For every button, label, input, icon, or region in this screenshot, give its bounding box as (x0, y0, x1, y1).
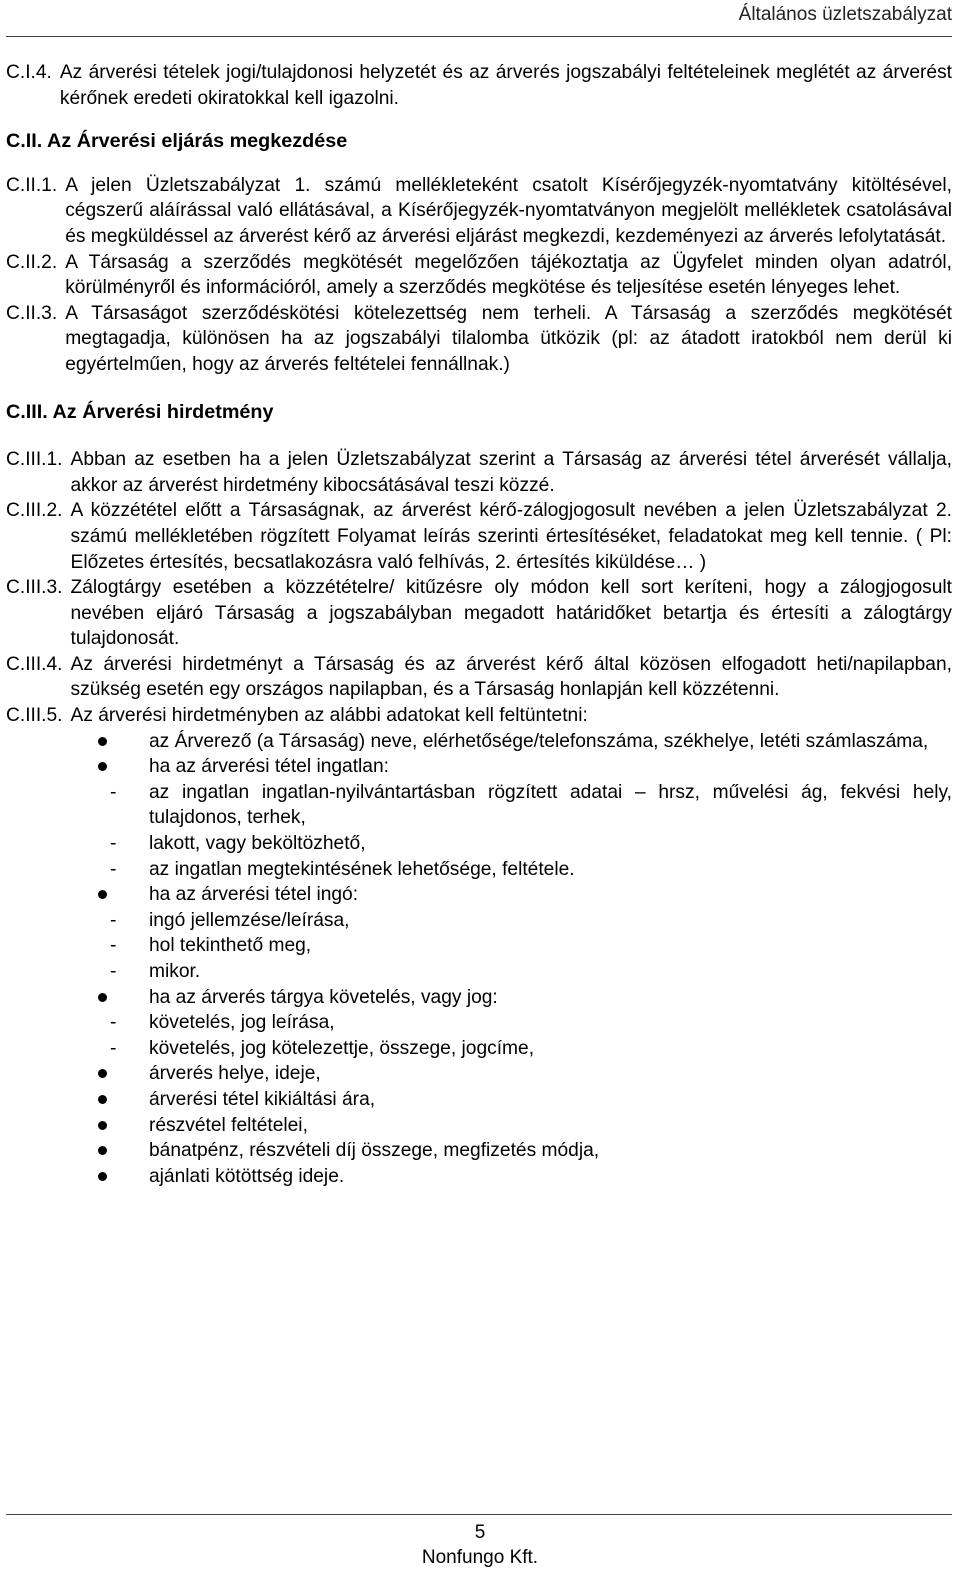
sub-list-item-text: követelés, jog kötelezettje, összege, jogcíme, (149, 1037, 535, 1059)
sub-list-item-text: az ingatlan ingatlan-nyilvántartásban rögzített adatai – hrsz, művelési ág, fekvési hely, tulajdonos, terhek, (149, 781, 952, 829)
list-item-text: ha az árverési tétel ingó: (149, 884, 359, 906)
header-divider (6, 36, 952, 37)
dash-icon: - (110, 858, 117, 880)
section-text: A Társaság a szerződés megkötését megelőzően tájékoztatja az Ügyfelet minden olyan adatról, körülményről és információról, amely a szerződés megkötése és teljesítése esetén lényeges lehet. (65, 251, 952, 299)
section-number: C.II.1. (6, 174, 58, 196)
sub-list-item-text: mikor. (149, 961, 201, 982)
section-c-iii-1 (6, 447, 952, 498)
section-number: C.II.2. (6, 251, 58, 273)
section-c-iii-4 (6, 652, 952, 703)
section-text: A közzététel előtt a Társaságnak, az árverést kérő-zálogjogosult nevében a jelen Üzletszabályzat 2. számú mellékletében rögzített Folyamat leírás szerinti értesítéséket, feladatokat meg kell tennie. ( Pl: Előzetes értesítés, becsatlakozásra való felhívás, 2. értesítés kiküldése… ) (70, 500, 952, 573)
section-text: Az árverési hirdetményt a Társaság és az árverést kérő által közösen elfogadott heti/napilapban, szükség esetén egy országos napilapban, és a Társaság honlapján kell közzétenni. (70, 653, 952, 701)
sub-list-item-text: az ingatlan megtekintésének lehetősége, feltétele. (149, 858, 575, 880)
list-item (6, 754, 952, 882)
section-number: C.I.4. (6, 62, 52, 83)
page-footer (0, 1520, 960, 1570)
section-heading-c-iii: C.III. Az Árverési hirdetmény (6, 400, 274, 423)
list-item-text: árverési tétel kikiáltási ára, (149, 1088, 376, 1110)
list-item (6, 1113, 952, 1139)
section-c-ii-3 (6, 301, 952, 378)
sub-list-item (110, 780, 952, 831)
section-number: C.III.2. (6, 500, 63, 522)
list-item (6, 1061, 952, 1087)
sub-list-item-text: követelés, jog leírása, (149, 1012, 335, 1034)
section-number: C.III.5. (6, 705, 63, 727)
sub-list-item (110, 959, 952, 985)
document-body (6, 60, 952, 1189)
bullet-icon (98, 1121, 107, 1130)
list-item (6, 985, 952, 1062)
section-number: C.III.4. (6, 653, 63, 675)
bullet-icon (98, 993, 107, 1002)
section-c-ii-2 (6, 250, 952, 301)
list-item-text: ha az árverési tétel ingatlan: (149, 756, 389, 778)
sub-list-item (110, 1036, 952, 1062)
section-c-iii-3 (6, 575, 952, 652)
list-item (6, 1138, 952, 1164)
list-item-text: részvétel feltételei, (149, 1114, 308, 1136)
sub-list-item-text: ingó jellemzése/leírása, (149, 909, 350, 931)
list-item (6, 729, 952, 755)
dash-icon: - (110, 935, 117, 957)
sub-list (110, 780, 952, 882)
section-heading-c-ii: C.II. Az Árverési eljárás megkezdése (6, 130, 348, 153)
dash-icon: - (110, 961, 117, 982)
section-c-ii-1 (6, 173, 952, 250)
page-number: 5 (474, 1522, 486, 1543)
dash-icon: - (110, 781, 117, 803)
footer-company: Nonfungo Kft. (421, 1547, 539, 1568)
sub-list-item-text: hol tekinthető meg, (149, 935, 312, 957)
sub-list-item (110, 908, 952, 934)
list-item (6, 1164, 952, 1190)
list-item (6, 1087, 952, 1113)
sub-list-item (110, 933, 952, 959)
dash-icon: - (110, 1012, 117, 1034)
section-text: A jelen Üzletszabályzat 1. számú mellékleteként csatolt Kísérőjegyzék-nyomtatvány kitöltésével, cégszerű aláírással való ellátásával, a Kísérőjegyzék-nyomtatványon megjelölt mellékletek csatolásával és megküldéssel az árverést kérő az árverési eljárást megkezdi, kezdeményezi az árverés lefolytatását. (65, 174, 952, 247)
sub-list-item (110, 831, 952, 857)
dash-icon: - (110, 909, 117, 931)
section-c-i-4 (6, 60, 952, 111)
page-header: Általános üzletszabályzat (738, 4, 952, 25)
bullet-icon (98, 1146, 107, 1155)
section-text: Az árverési hirdetményben az alábbi adatokat kell feltüntetni: (70, 705, 588, 727)
dash-icon: - (110, 1037, 117, 1059)
section-text: Abban az esetben ha a jelen Üzletszabályzat szerint a Társaság az árverési tétel árverését vállalja, akkor az árverést hirdetmény kibocsátásával teszi közzé. (70, 449, 952, 496)
announcement-requirements-list (6, 729, 952, 1190)
sub-list (110, 1010, 952, 1061)
sub-list-item-text: lakott, vagy beköltözhető, (149, 833, 366, 855)
section-c-iii-5 (6, 703, 952, 729)
list-item-text: bánatpénz, részvételi díj összege, megfizetés módja, (149, 1140, 600, 1162)
section-number: C.II.3. (6, 302, 58, 324)
bullet-icon (98, 1172, 107, 1181)
bullet-icon (98, 1095, 107, 1104)
bullet-icon (98, 762, 107, 771)
sub-list-item (110, 1010, 952, 1036)
footer-divider (6, 1514, 952, 1515)
bullet-icon (98, 737, 107, 746)
section-number: C.III.1. (6, 449, 63, 471)
list-item (6, 882, 952, 984)
bullet-icon (98, 1069, 107, 1078)
section-number: C.III.3. (6, 577, 63, 599)
section-text: A Társaságot szerződéskötési kötelezettség nem terheli. A Társaság a szerződés megkötését megtagadja, különösen ha az jogszabályi tilalomba ütközik (pl: az átadott iratokból nem derül ki egyértelműen, hogy az árverés feltételei fennállnak.) (65, 302, 952, 375)
bullet-icon (98, 890, 107, 899)
section-text: Zálogtárgy esetében a közzétételre/ kitűzésre oly módon kell sort keríteni, hogy a zálogjogosult nevében eljáró Társaság a jogszabályban megadott határidőket betartja és értesíti a zálogtárgy tulajdonosát. (70, 577, 952, 650)
dash-icon: - (110, 833, 117, 855)
sub-list (110, 908, 952, 985)
list-item-text: árverés helye, ideje, (149, 1063, 321, 1085)
section-text: Az árverési tételek jogi/tulajdonosi helyzetét és az árverés jogszabályi feltételeinek meglétét az árverést kérőnek eredeti okiratokkal kell igazolni. (59, 62, 952, 109)
list-item-text: ha az árverés tárgya követelés, vagy jog: (149, 986, 498, 1008)
list-item-text: ajánlati kötöttség ideje. (149, 1165, 345, 1187)
sub-list-item (110, 857, 952, 883)
list-item-text: az Árverező (a Társaság) neve, elérhetősége/telefonszáma, székhelye, letéti számlaszáma, (149, 730, 929, 752)
section-c-iii-2 (6, 498, 952, 575)
